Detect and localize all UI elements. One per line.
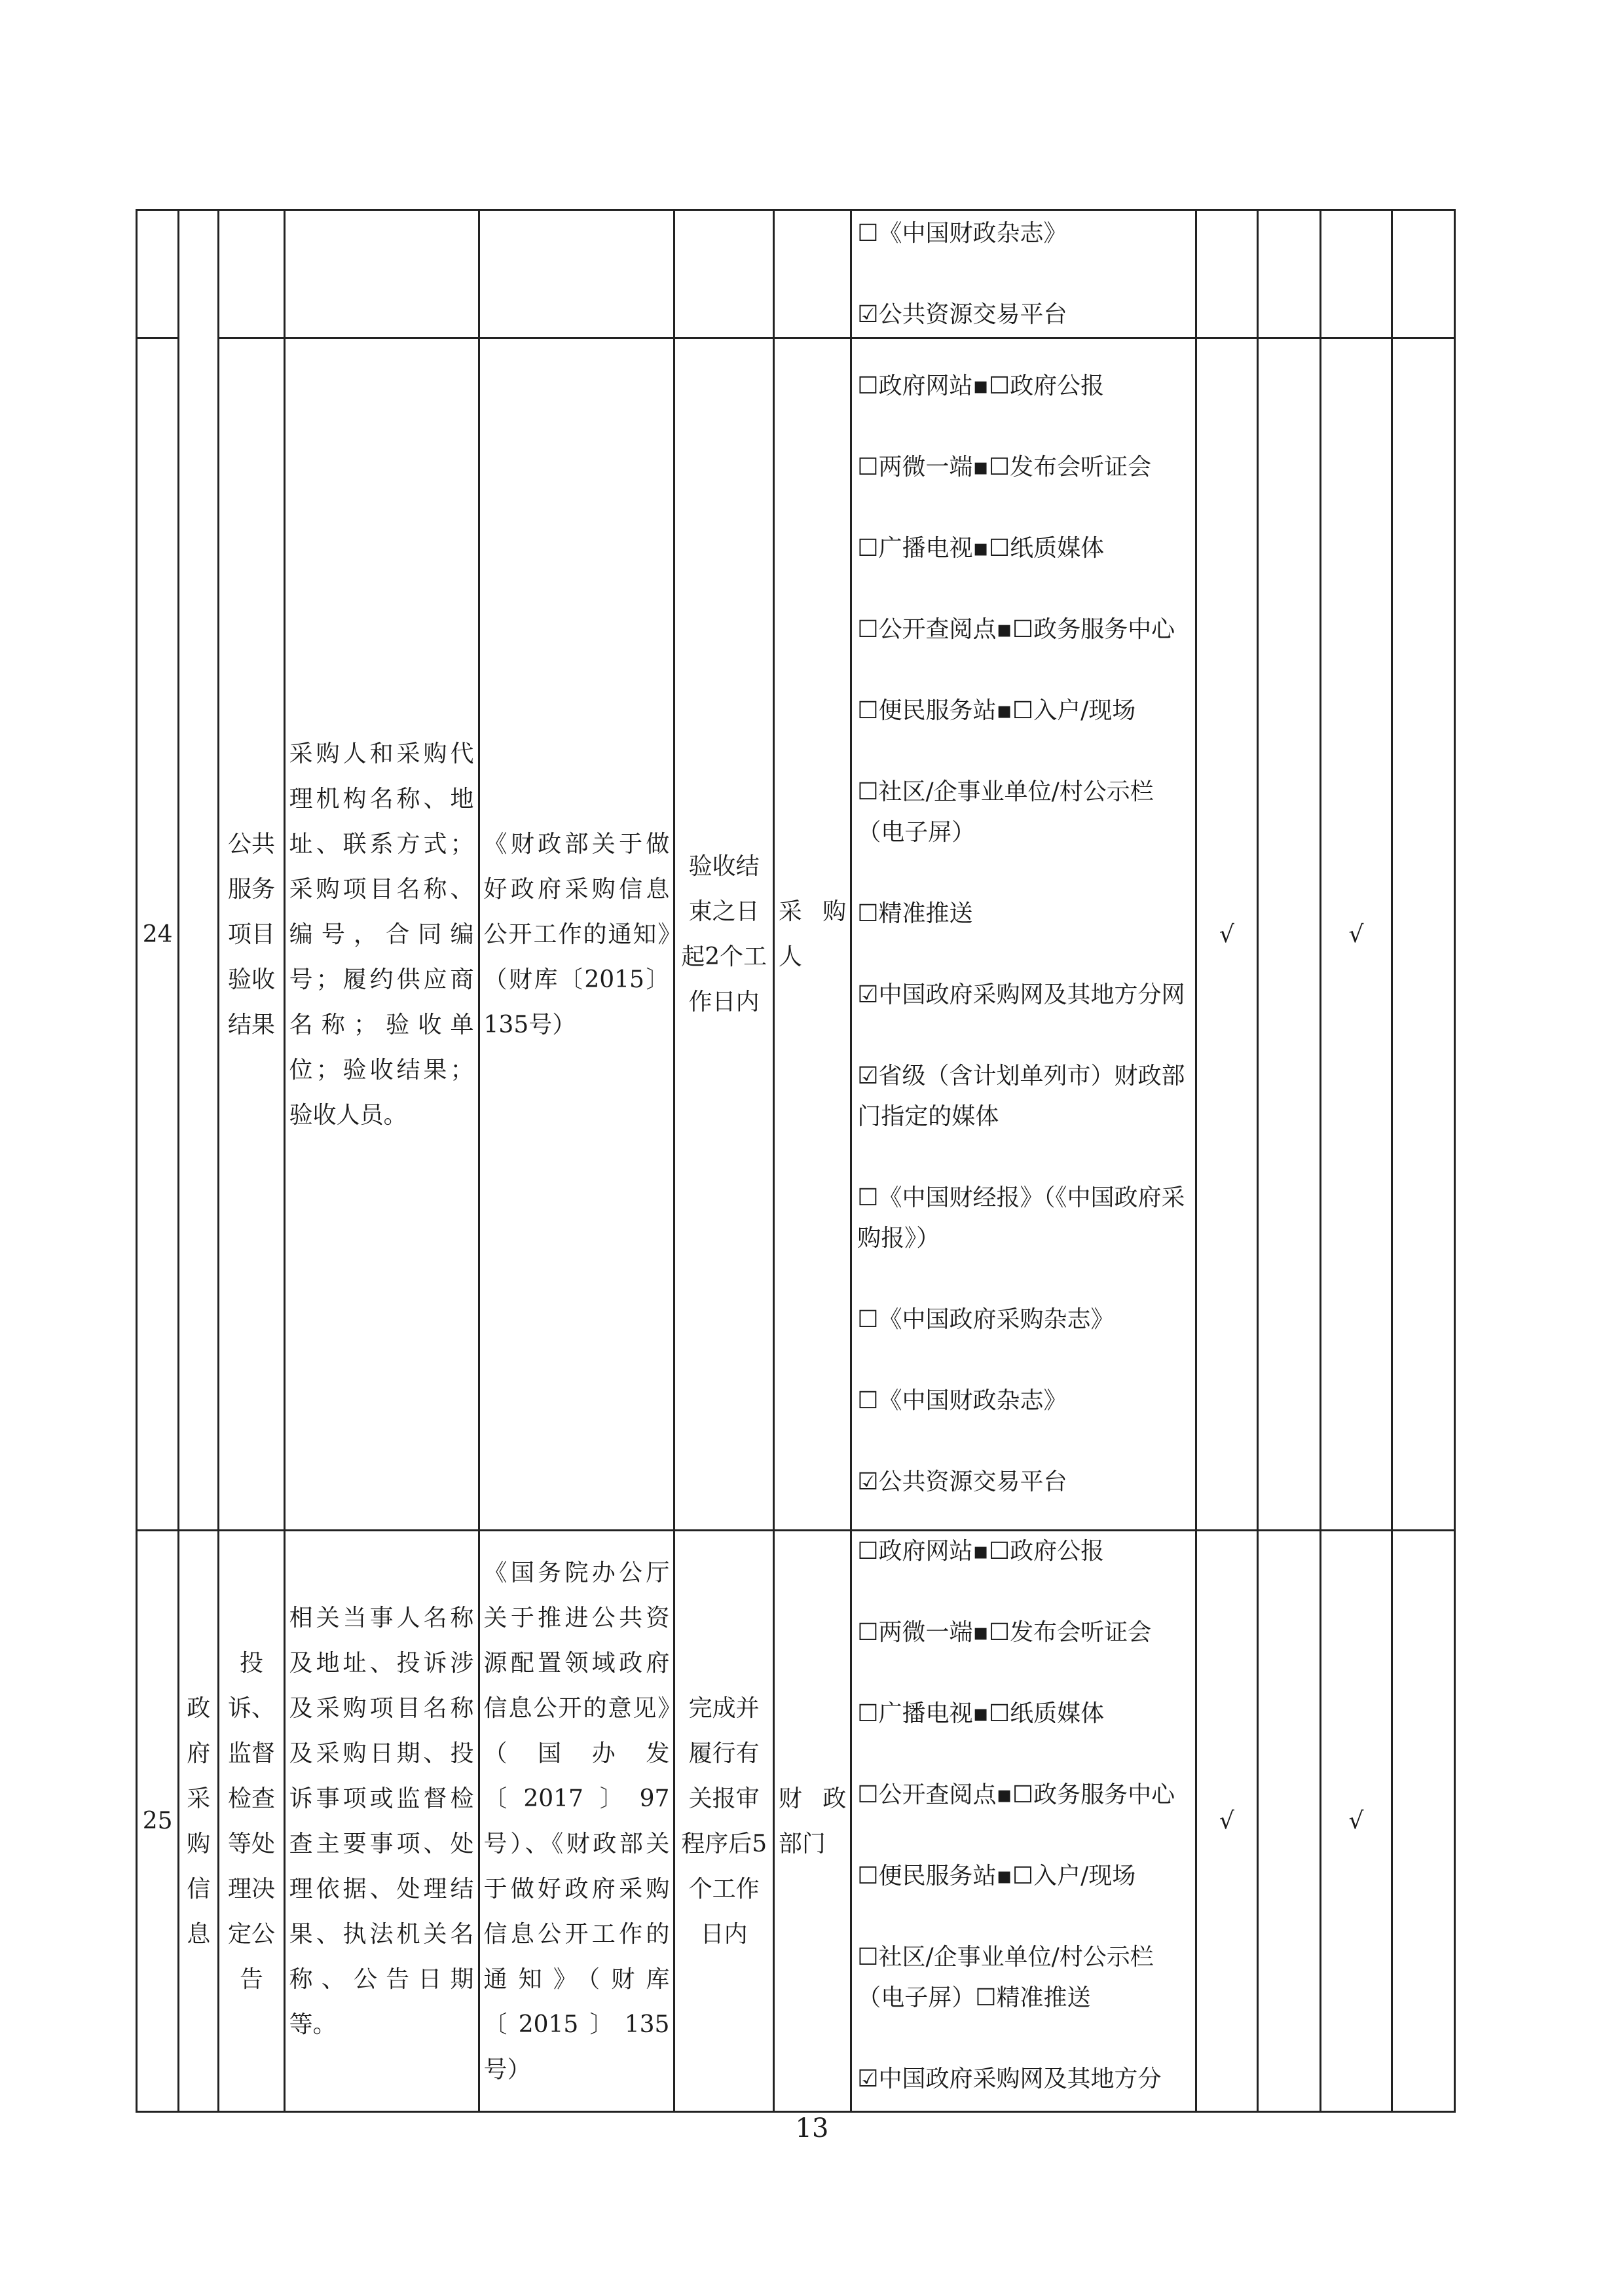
disclosure-deadline: 验收结束之日起2个工作日内: [681, 853, 767, 1015]
item-name: 投诉、监督检查等处理决定公告: [227, 1649, 275, 1993]
mark-cell: [1258, 210, 1321, 338]
media-option: ☐两微一端▪☐发布会听证会: [857, 454, 1152, 481]
table-row: [137, 1531, 1455, 2112]
basis-cell: [479, 338, 674, 1531]
deadline-cell: [674, 210, 773, 338]
disclosure-deadline: 完成并履行有关报审程序后5个工作日内: [681, 1694, 767, 1948]
mark-cell: [1196, 210, 1257, 338]
mark-cell: [1392, 1531, 1454, 2112]
media-cell: [851, 338, 1196, 1531]
disclosure-subject: 财政部门: [778, 1785, 847, 1857]
mark-cell: [1392, 210, 1454, 338]
subject-cell: [773, 210, 851, 338]
table-row: [137, 210, 1455, 338]
disclosure-content: 相关当事人名称及地址、投诉涉及采购项目名称及采购日期、投诉事项或监督检查主要事项、处理依据、处理结果、执法机关名称、公告日期等。: [289, 1604, 474, 2038]
check-mark: √: [1196, 1531, 1257, 2112]
media-cell: [851, 1531, 1196, 2112]
media-option: ☑中国政府采购网及其地方分: [857, 2066, 1162, 2092]
media-option: ☐公开查阅点▪☐政务服务中心: [857, 616, 1175, 643]
check-mark: √: [1321, 1531, 1392, 2112]
media-option: ☐《中国财经报》（《中国政府采购报》）: [857, 1184, 1185, 1252]
mark-cell: [1321, 210, 1392, 338]
subject-cell: [773, 1531, 851, 2112]
subject-cell: [773, 338, 851, 1531]
item-cell: [219, 1531, 284, 2112]
media-option: ☑中国政府采购网及其地方分网: [857, 981, 1185, 1008]
row-number: 24: [137, 338, 179, 1531]
media-option: ☐政府网站▪☐政府公报: [857, 373, 1105, 399]
media-option: ☑省级（含计划单列市）财政部门指定的媒体: [857, 1063, 1185, 1130]
media-option: ☐《中国财政杂志》: [857, 1387, 1067, 1414]
item-name: 公共服务项目验收结果: [227, 830, 275, 1038]
row-number: 25: [137, 1531, 179, 2112]
content-cell: [284, 338, 479, 1531]
media-option: ☐广播电视▪☐纸质媒体: [857, 1700, 1105, 1727]
mark-cell: [1258, 1531, 1321, 2112]
media-option: ☐便民服务站▪☐入户/现场: [857, 697, 1136, 724]
legal-basis: 《国务院办公厅关于推进公共资源配置领域政府信息公开的意见》（国办发〔2017〕97号）、《财政部关于做好政府采购信息公开工作的通知》（财库〔2015〕135号）: [483, 1559, 670, 2083]
check-mark: √: [1321, 338, 1392, 1531]
disclosure-content: 采购人和采购代理机构名称、地址、联系方式；采购项目名称、编号，合同编号；履约供应商名称；验收单位；验收结果；验收人员。: [289, 740, 474, 1129]
media-option: ☐便民服务站▪☐入户/现场: [857, 1863, 1136, 1889]
disclosure-subject: 采购人: [778, 898, 847, 970]
media-option: ☐社区/企事业单位/村公示栏（电子屏）: [857, 778, 1154, 846]
table-row: [137, 338, 1455, 1531]
media-list: [852, 1531, 1195, 2100]
media-list: [852, 366, 1195, 1503]
media-list: [852, 213, 1195, 335]
item-cell: [219, 338, 284, 1531]
disclosure-table: [136, 209, 1456, 2113]
content-cell: [284, 1531, 479, 2112]
media-option: ☐社区/企事业单位/村公示栏（电子屏）☐精准推送: [857, 1944, 1154, 2011]
media-option: ☑公共资源交易平台: [857, 1468, 1067, 1495]
legal-basis: 《财政部关于做好政府采购信息公开工作的通知》（财库〔2015〕135号）: [483, 830, 670, 1038]
media-option: ☐《中国财政杂志》: [857, 219, 1067, 247]
row-number-cell: [137, 210, 179, 338]
media-option: ☐公开查阅点▪☐政务服务中心: [857, 1781, 1175, 1808]
basis-cell: [479, 210, 674, 338]
media-cell: [851, 210, 1196, 338]
check-mark: √: [1196, 338, 1257, 1531]
mark-cell: [1258, 338, 1321, 1531]
page-number: 13: [795, 2113, 829, 2143]
mark-cell: [1392, 338, 1454, 1531]
media-option: ☐广播电视▪☐纸质媒体: [857, 535, 1105, 562]
basis-cell: [479, 1531, 674, 2112]
category-name: 政府采购信息: [187, 1694, 211, 1948]
media-option: ☐精准推送: [857, 900, 973, 927]
media-option: ☐政府网站▪☐政府公报: [857, 1538, 1105, 1565]
deadline-cell: [674, 1531, 773, 2112]
deadline-cell: [674, 338, 773, 1531]
item-cell: [219, 210, 284, 338]
content-cell: [284, 210, 479, 338]
category-cell: [179, 1531, 219, 2112]
media-option: ☐两微一端▪☐发布会听证会: [857, 1619, 1152, 1646]
category-cell: [179, 210, 219, 1531]
media-option: ☑公共资源交易平台: [857, 301, 1067, 328]
media-option: ☐《中国政府采购杂志》: [857, 1306, 1115, 1333]
